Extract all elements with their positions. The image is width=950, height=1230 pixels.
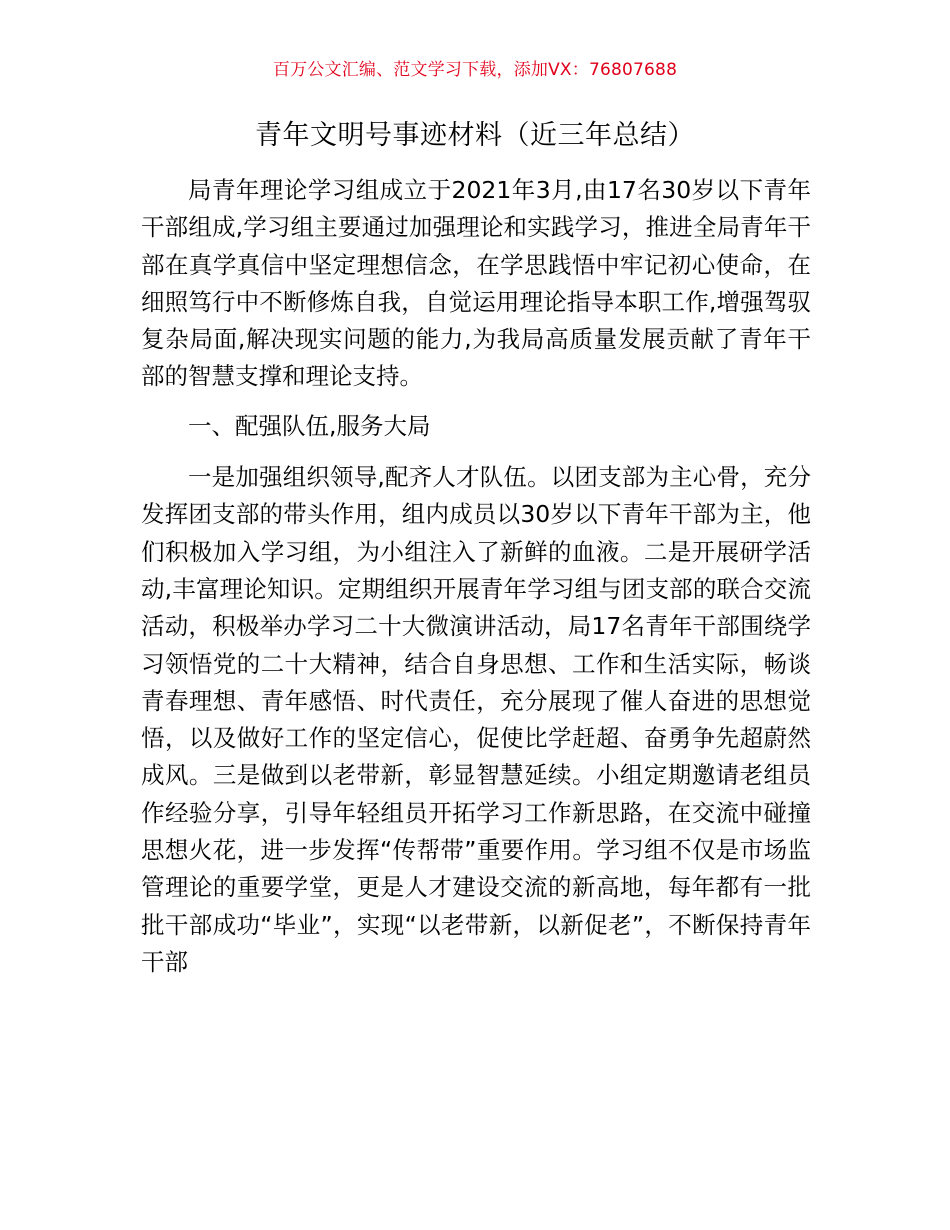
section-heading: 一、配强队伍,服务大局 — [188, 411, 431, 440]
intro-paragraph: 局青年理论学习组成立于2021年3月,由17名30岁以下青年干部组成,学习组主要通过加强理论和实践学习，推进全局青年干部在真学真信中坚定理想信念，在学思践悟中牢记初心使命，在细照笃行中不断修炼自我，自觉运用理论指导本职工作,增强驾驭复杂局面,解决现实问题的能力,为我局高质量发展贡献了青年干部的智慧支撑和理论支持。 — [141, 176, 811, 391]
watermark-header: 百万公文汇编、范文学习下载，添加VX：76807688 — [272, 60, 678, 80]
document-body — [141, 172, 811, 981]
body-paragraph: 一是加强组织领导,配齐人才队伍。以团支部为主心骨，充分发挥团支部的带头作用，组内成员以30岁以下青年干部为主，他们积极加入学习组，为小组注入了新鲜的血液。二是开展研学活动,丰富理论知识。定期组织开展青年学习组与团支部的联合交流活动，积极举办学习二十大微演讲活动，局17名青年干部围绕学习领悟党的二十大精神，结合自身思想、工作和生活实际，畅谈青春理想、青年感悟、时代责任，充分展现了催人奋进的思想觉悟，以及做好工作的坚定信心，促使比学赶超、奋勇争先超蔚然成风。三是做到以老带新，彰显智慧延续。小组定期邀请老组员作经验分享，引导年轻组员开拓学习工作新思路，在交流中碰撞思想火花，进一步发挥“传帮带”重要作用。学习组不仅是市场监管理论的重要学堂，更是人才建设交流的新高地，每年都有一批批干部成功“毕业”，实现“以老带新，以新促老”，不断保持青年干部 — [141, 463, 811, 976]
document-title: 青年文明号事迹材料（近三年总结） — [255, 120, 695, 151]
